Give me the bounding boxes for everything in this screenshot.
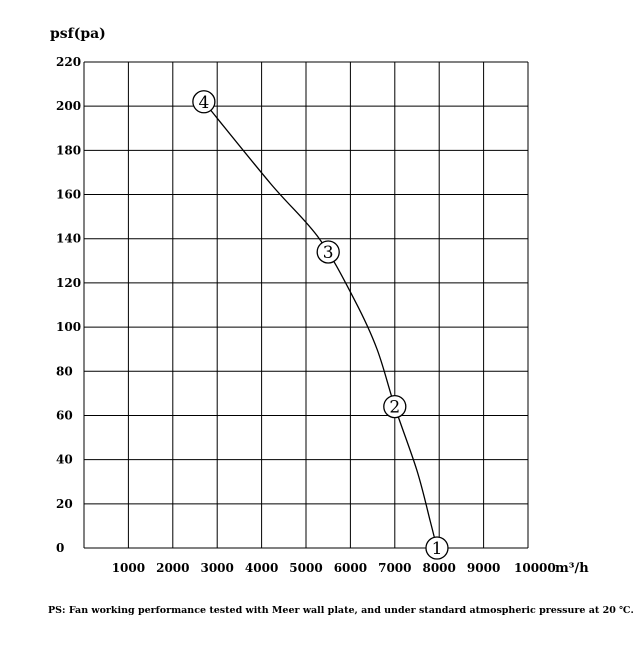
y-tick-label: 160: [56, 187, 82, 202]
test-note: PS: Fan working performance tested with Meer wall plate, and under standard atmospheric pressure at 20 ℃.: [48, 605, 634, 616]
y-tick-label: 60: [56, 408, 73, 423]
y-tick-label: 20: [56, 496, 73, 511]
y-tick-label: 80: [56, 364, 73, 379]
curve-layer: [204, 102, 437, 548]
y-tick-label: 0: [56, 541, 65, 555]
x-tick-label: 5000: [289, 561, 323, 575]
y-tick-label: 120: [56, 275, 82, 290]
x-tick-label: 4000: [244, 561, 279, 575]
y-tick-label: 100: [56, 320, 82, 335]
x-tick-label: 2000: [156, 561, 190, 575]
point-label: 3: [322, 242, 334, 263]
chart-grid: [84, 62, 528, 548]
point-label: 4: [198, 92, 210, 113]
operating-point-2: [384, 396, 406, 418]
operating-point-1: [426, 537, 448, 559]
y-tick-labels: [56, 55, 81, 555]
x-tick-label: 10000: [514, 561, 556, 575]
x-tick-label: 9000: [466, 561, 501, 575]
y-tick-label: 140: [56, 231, 82, 246]
x-axis-unit-label: m³/h: [555, 561, 589, 576]
operating-point-4: [193, 91, 215, 113]
x-tick-label: 7000: [378, 561, 412, 575]
x-tick-label: 1000: [111, 561, 146, 575]
x-tick-label: 6000: [333, 561, 368, 575]
point-label: 2: [389, 397, 401, 418]
y-tick-label: 200: [56, 99, 82, 114]
x-tick-labels: [112, 561, 556, 575]
y-tick-label: 220: [56, 55, 82, 69]
y-axis-label: psf(pa): [50, 26, 106, 42]
y-tick-label: 180: [56, 143, 82, 158]
point-label: 1: [431, 539, 443, 559]
x-tick-label: 8000: [422, 561, 456, 575]
x-tick-label: 3000: [200, 561, 234, 575]
y-tick-label: 40: [56, 452, 73, 467]
operating-points: [193, 91, 448, 559]
performance-curve: [204, 102, 437, 548]
operating-point-3: [317, 241, 339, 263]
